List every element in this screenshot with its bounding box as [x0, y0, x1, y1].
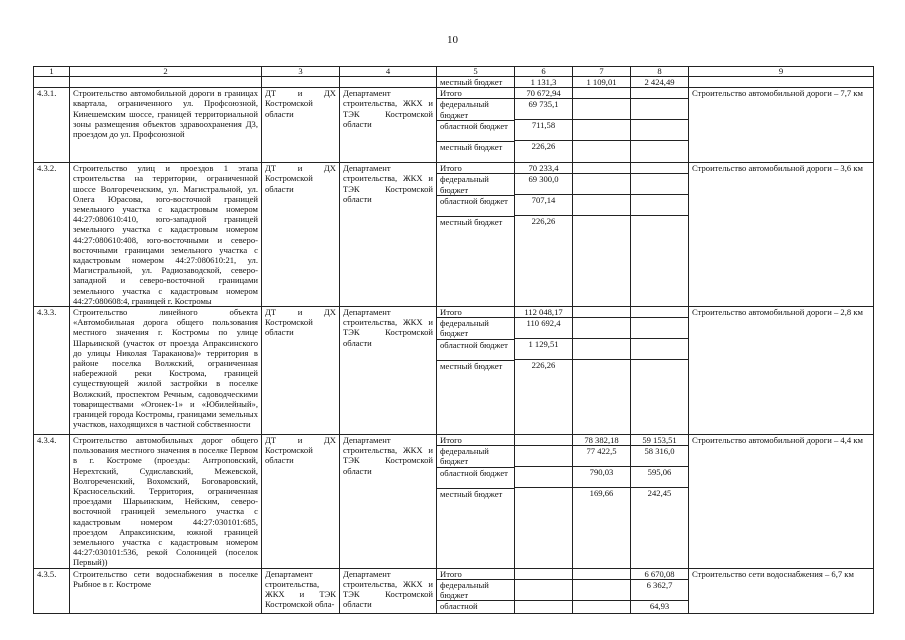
- table-row: [34, 568, 874, 613]
- value-cell: 112 048,17: [515, 307, 572, 318]
- column-header-row: [34, 67, 874, 77]
- row-coexecutor: Департамент строительства, ЖКХ и ТЭК Костромской области: [340, 435, 437, 569]
- value-cell: [515, 569, 572, 580]
- value-cell: [515, 467, 572, 488]
- value-cell: [573, 569, 630, 580]
- row-result: Строительство автомобильной дороги – 4,4 км: [689, 435, 874, 569]
- value-cell: 711,58: [515, 120, 572, 141]
- budget-values: [573, 163, 631, 307]
- budget-labels: [437, 435, 515, 569]
- value-cell: 70 672,94: [515, 88, 572, 99]
- budget-label: областной бюджет: [437, 468, 514, 489]
- row-number: 4.3.4.: [34, 435, 70, 569]
- value-cell: [573, 163, 630, 174]
- budget-label: местный бюджет: [440, 488, 503, 499]
- budget-values: [631, 568, 689, 613]
- budget-label: местный бюджет: [440, 141, 503, 152]
- budget-labels: [437, 163, 515, 307]
- budget-labels: [437, 568, 515, 613]
- budget-values: [573, 435, 631, 569]
- value-cell: [573, 360, 630, 380]
- row-coexecutor: Департамент строительства, ЖКХ и ТЭК Костромской области: [340, 307, 437, 435]
- value-cell: [515, 601, 572, 611]
- value-cell: 77 422,5: [573, 446, 630, 467]
- table-row: [34, 88, 874, 163]
- column-header: 7: [573, 67, 631, 77]
- budget-label: областной бюджет: [437, 196, 514, 217]
- value-cell: [573, 601, 630, 611]
- value-cell: [515, 488, 572, 508]
- budget-labels: [437, 88, 515, 163]
- value-cell: [631, 174, 688, 195]
- value-cell: 226,26: [531, 141, 556, 152]
- value-cell: 2 424,49: [631, 77, 689, 88]
- value-cell: 1 129,51: [515, 339, 572, 360]
- value-cell: 6 670,08: [631, 569, 688, 580]
- budget-label: местный бюджет: [437, 77, 515, 88]
- value-cell: 242,45: [647, 488, 672, 499]
- column-header: 5: [437, 67, 515, 77]
- row-number: 4.3.1.: [34, 88, 70, 163]
- budget-values: [515, 163, 573, 307]
- value-cell: 1 131,3: [515, 77, 573, 88]
- budget-label: Итого: [437, 88, 514, 99]
- table-row: [34, 435, 874, 569]
- value-cell: 110 692,4: [515, 318, 572, 339]
- value-cell: [631, 318, 688, 339]
- value-cell: 226,26: [531, 360, 556, 371]
- table-row: [34, 163, 874, 307]
- budget-label: местный бюджет: [440, 360, 503, 371]
- value-cell: [631, 163, 688, 174]
- value-cell: [631, 339, 688, 360]
- budget-values: [631, 307, 689, 435]
- row-executor: Департамент строительства, ЖКХ и ТЭК Костромской обла-: [262, 568, 340, 613]
- row-coexecutor: Департамент строительства, ЖКХ и ТЭК Костромской области: [340, 88, 437, 163]
- value-cell: 59 153,51: [631, 435, 688, 446]
- budget-label: Итого: [437, 163, 514, 174]
- budget-values: [515, 88, 573, 163]
- value-cell: [573, 174, 630, 195]
- budget-values: [631, 88, 689, 163]
- value-cell: [631, 141, 688, 161]
- value-cell: 595,06: [631, 467, 688, 488]
- column-header: 3: [262, 67, 340, 77]
- value-cell: [631, 99, 688, 120]
- value-cell: [573, 307, 630, 318]
- budget-label: областной бюджет: [437, 121, 514, 142]
- column-header: 1: [34, 67, 70, 77]
- row-description: Строительство улиц и проездов 1 этапа строительства на территории, ограниченной шоссе Волгореченским, ул. Магистральной, ул. Олега Юрасова, юго-восточной границей земельного участка с кадастровым номером 44:27:080610:410, юго-западной границей земельного участка с кадастровым номером 44:27:080610:408, юго-восточными и северо-восточными границами земельного участка с кадастровым номером 44:27:080610:21, ул. Магистральной, ул. Радиозаводской, северо-западной и северо-восточной границами земельного участка с кадастровым номером 44:27:080608:4, границей г. Костромы: [70, 163, 262, 307]
- carry-over-row: [34, 77, 874, 88]
- value-cell: 70 233,4: [515, 163, 572, 174]
- column-header: 2: [70, 67, 262, 77]
- budget-values: [631, 163, 689, 307]
- budget-label: федеральный бюджет: [437, 99, 514, 120]
- budget-label: Итого: [437, 307, 514, 318]
- row-number: 4.3.2.: [34, 163, 70, 307]
- row-number: 4.3.5.: [34, 568, 70, 613]
- value-cell: 707,14: [515, 195, 572, 216]
- column-header: 4: [340, 67, 437, 77]
- value-cell: [631, 360, 688, 380]
- budget-values: [631, 435, 689, 569]
- value-cell: [573, 141, 630, 161]
- budget-values: [515, 307, 573, 435]
- column-header: 6: [515, 67, 573, 77]
- budget-label: федеральный бюджет: [437, 446, 514, 467]
- budget-label: областной бюджет: [437, 340, 514, 361]
- budget-values: [573, 307, 631, 435]
- value-cell: 169,66: [589, 488, 614, 499]
- row-coexecutor: Департамент строительства, ЖКХ и ТЭК Костромской области: [340, 163, 437, 307]
- value-cell: [631, 307, 688, 318]
- row-description: Строительство автомобильных дорог общего пользования местного значения в поселке Первом в г. Костроме (проезды: Антроповский, Нерехтский, Судиславский, Межевской, Волгореченский, Вохомский, Боговаровский, Красносельский. Территория, ограниченная проездами Шарьинским, Нейским, северо-восточной границей земельного участка с кадастровым номером 44:27:030101:685, проездом Апраксинским, южной границей земельного участка с кадастровым номером 44:27:030101:536, рекой Солоницей (поселок Первый)): [70, 435, 262, 569]
- value-cell: 6 362,7: [631, 580, 688, 601]
- value-cell: [573, 195, 630, 216]
- budget-values: [573, 568, 631, 613]
- budget-labels: [437, 307, 515, 435]
- row-coexecutor: Департамент строительства, ЖКХ и ТЭК Костромской области: [340, 568, 437, 613]
- value-cell: [631, 120, 688, 141]
- budget-label: областной: [440, 601, 478, 612]
- value-cell: [631, 216, 688, 236]
- value-cell: [515, 435, 572, 446]
- value-cell: 790,03: [573, 467, 630, 488]
- value-cell: [573, 580, 630, 601]
- value-cell: 64,93: [649, 600, 670, 611]
- budget-label: Итого: [437, 569, 514, 580]
- value-cell: [573, 339, 630, 360]
- row-result: Строительство автомобильной дороги – 2,8 км: [689, 307, 874, 435]
- row-description: Строительство линейного объекта «Автомобильная дорога общего пользования местного значения г. Костромы по улице Шарьинской (участок от проезда Апраксинского до улицы Николая Тараканова)» территория в районе поселка Волжский, ограниченная набережной реки Кострома, границей существующей жилой застройки в поселке Волжский, проспектом Речным, садоводческими товариществами «Огонек-1» и «Юбилейный», границей города Костромы, границами земельных участков, находящихся в частной собственности: [70, 307, 262, 435]
- value-cell: [631, 195, 688, 216]
- row-executor: ДТ и ДХ Костромской области: [262, 163, 340, 307]
- value-cell: [631, 88, 688, 99]
- row-number: 4.3.3.: [34, 307, 70, 435]
- value-cell: 78 382,18: [573, 435, 630, 446]
- value-cell: [515, 446, 572, 467]
- row-executor: ДТ и ДХ Костромской области: [262, 435, 340, 569]
- budget-label: федеральный бюджет: [437, 580, 514, 601]
- value-cell: 1 109,01: [573, 77, 631, 88]
- budget-values: [515, 435, 573, 569]
- row-executor: ДТ и ДХ Костромской области: [262, 307, 340, 435]
- table-row: [34, 307, 874, 435]
- budget-label: Итого: [437, 435, 514, 446]
- budget-label: федеральный бюджет: [437, 318, 514, 339]
- page-number: 10: [447, 34, 458, 46]
- value-cell: 58 316,0: [631, 446, 688, 467]
- budget-values: [573, 88, 631, 163]
- row-result: Строительство автомобильной дороги – 3,6 км: [689, 163, 874, 307]
- row-description: Строительство автомобильной дороги в границах квартала, ограниченного ул. Профсоюзной, Кинешемским шоссе, границей территориальной зоны размещения объектов здравоохранения Д3, проездом до ул. Профсоюзной: [70, 88, 262, 163]
- row-result: Строительство сети водоснабжения – 6,7 км: [689, 568, 874, 613]
- row-description: Строительство сети водоснабжения в поселке Рыбное в г. Костроме: [70, 568, 262, 613]
- value-cell: [573, 216, 630, 236]
- value-cell: [573, 88, 630, 99]
- value-cell: 69 300,0: [515, 174, 572, 195]
- value-cell: [573, 318, 630, 339]
- value-cell: 69 735,1: [515, 99, 572, 120]
- value-cell: [573, 99, 630, 120]
- value-cell: [573, 120, 630, 141]
- program-table: [33, 66, 874, 614]
- budget-label: федеральный бюджет: [437, 174, 514, 195]
- row-executor: ДТ и ДХ Костромской области: [262, 88, 340, 163]
- row-result: Строительство автомобильной дороги – 7,7 км: [689, 88, 874, 163]
- column-header: 9: [689, 67, 874, 77]
- budget-label: местный бюджет: [440, 216, 503, 227]
- budget-values: [515, 568, 573, 613]
- value-cell: [515, 580, 572, 601]
- column-header: 8: [631, 67, 689, 77]
- value-cell: 226,26: [531, 216, 556, 227]
